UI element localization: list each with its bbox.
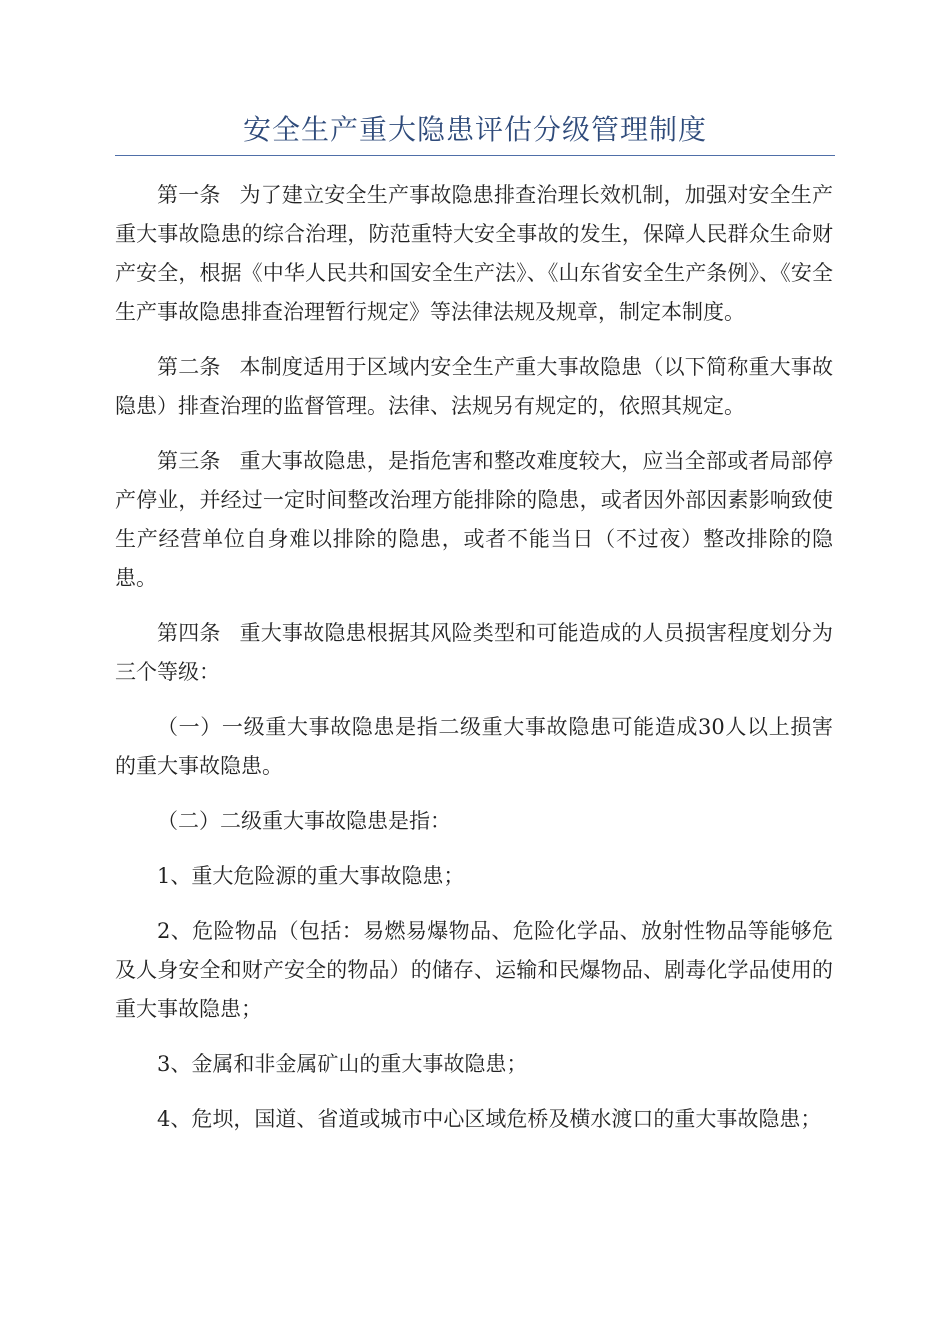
article-text: 重大事故隐患根据其风险类型和可能造成的人员损害程度划分为三个等级： (115, 621, 834, 684)
article-label: 第二条 (157, 355, 221, 379)
article-label: 第一条 (157, 183, 221, 207)
document-title: 安全生产重大隐患评估分级管理制度 (242, 113, 707, 146)
article-4 (115, 614, 833, 692)
list-item-2: 2、危险物品（包括：易燃易爆物品、危险化学品、放射性物品等能够危及人身安全和财产安全的物品）的储存、运输和民爆物品、剧毒化学品使用的重大事故隐患； (115, 919, 833, 1021)
article-label: 第四条 (157, 621, 221, 645)
article-3 (115, 442, 833, 598)
list-item-1: 1、重大危险源的重大事故隐患； (157, 864, 465, 888)
document-body (115, 176, 833, 1155)
clause-level-1: （一）一级重大事故隐患是指二级重大事故隐患可能造成30人以上损害的重大事故隐患。 (115, 715, 833, 778)
article-text: 本制度适用于区域内安全生产重大事故隐患（以下简称重大事故隐患）排查治理的监督管理。法律、法规另有规定的，依照其规定。 (115, 355, 834, 418)
clause-level-2: （二）二级重大事故隐患是指： (157, 809, 451, 833)
title-underline (115, 155, 835, 156)
list-item-3: 3、金属和非金属矿山的重大事故隐患； (157, 1052, 528, 1076)
list-item-4: 4、危坝，国道、省道或城市中心区域危桥及横水渡口的重大事故隐患； (157, 1107, 822, 1131)
article-1 (115, 176, 833, 332)
article-label: 第三条 (157, 449, 221, 473)
article-text: 重大事故隐患，是指危害和整改难度较大，应当全部或者局部停产停业，并经过一定时间整改治理方能排除的隐患，或者因外部因素影响致使生产经营单位自身难以排除的隐患，或者不能当日（不过夜）整改排除的隐患。 (115, 449, 834, 590)
article-text: 为了建立安全生产事故隐患排查治理长效机制，加强对安全生产重大事故隐患的综合治理，防范重特大安全事故的发生，保障人民群众生命财产安全，根据《中华人民共和国安全生产法》、《山东省安全生产条例》、《安全生产事故隐患排查治理暂行规定》等法律法规及规章，制定本制度。 (115, 183, 834, 324)
article-2 (115, 348, 833, 426)
